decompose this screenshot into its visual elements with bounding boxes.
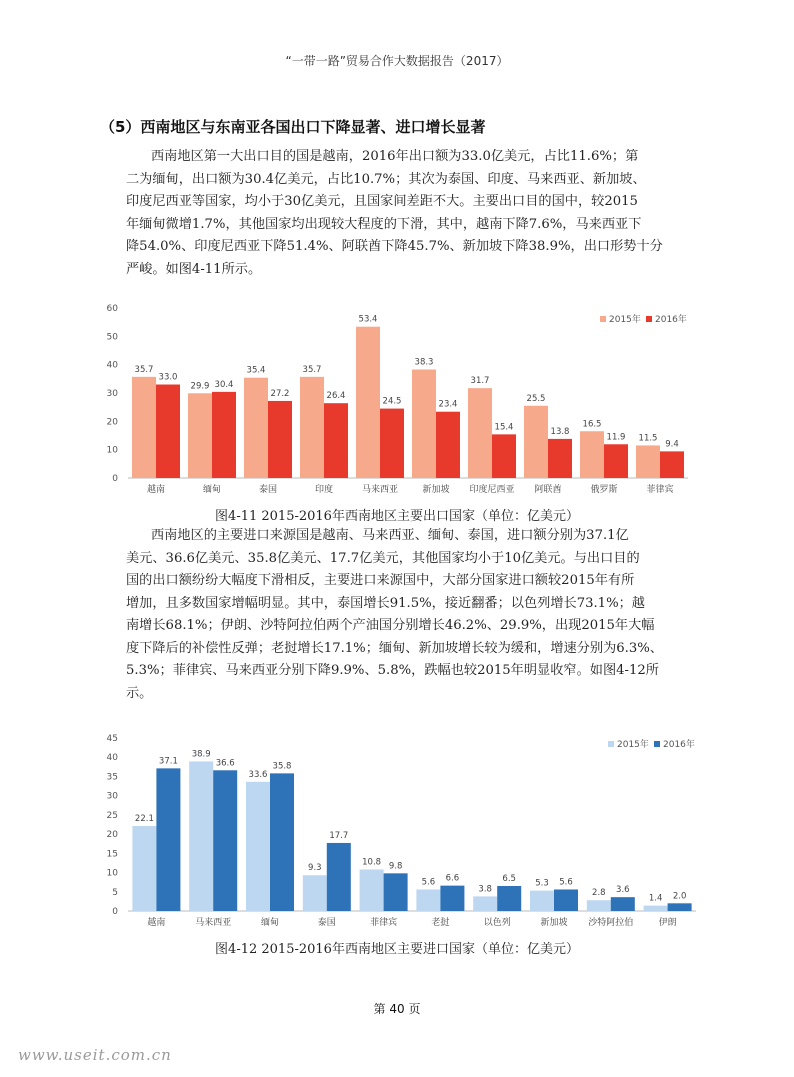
x-tick-label: 印度: [314, 485, 334, 495]
x-tick-label: 越南: [147, 918, 166, 928]
data-label: 37.1: [158, 756, 178, 767]
data-label: 9.8: [388, 861, 403, 872]
y-tick-label: 35: [106, 772, 118, 783]
bar-2015: [356, 327, 380, 478]
data-label: 35.8: [272, 761, 292, 772]
data-label: 9.4: [665, 439, 679, 450]
y-tick-label: 20: [106, 417, 118, 428]
legend-label: 2016年: [655, 315, 687, 325]
data-label: 22.1: [134, 814, 154, 825]
x-tick-label: 沙特阿拉伯: [588, 918, 634, 928]
bar-2015: [644, 906, 668, 911]
bar-2016: [440, 886, 464, 911]
bar-2016: [270, 773, 294, 911]
bar-2015: [303, 875, 327, 911]
x-tick-label: 新加坡: [540, 918, 568, 928]
bar-2015: [189, 761, 213, 911]
data-label: 33.6: [248, 769, 268, 780]
bar-2015: [188, 393, 212, 478]
x-tick-label: 俄罗斯: [590, 485, 618, 495]
data-label: 16.5: [582, 419, 602, 430]
bar-2015: [468, 388, 492, 478]
bar-2015: [530, 891, 554, 911]
paragraph-line: 印度尼西亚等国家，均小于30亿美元，且国家间差距不大。主要出口目的国中，较2015: [126, 194, 638, 209]
data-label: 13.8: [550, 426, 570, 437]
data-label: 9.3: [308, 863, 322, 874]
bar-2016: [548, 439, 572, 478]
bar-2016: [324, 403, 348, 478]
bar-2015: [360, 869, 384, 911]
y-tick-label: 15: [106, 849, 118, 860]
page-number: 第 40 页: [373, 1002, 421, 1016]
data-label: 29.9: [190, 381, 210, 392]
data-label: 38.3: [414, 357, 434, 368]
watermark-text: www.useit.com.cn: [18, 1046, 172, 1064]
x-tick-label: 印度尼西亚: [469, 485, 515, 495]
bar-2016: [492, 434, 516, 478]
paragraph-line: 示。: [126, 685, 153, 701]
paragraph-line: 5.3%；菲律宾、马来西亚分别下降9.9%、5.8%，跌幅也较2015年明显收窄。如图4-12所: [126, 663, 659, 678]
paragraph-line: 严峻。如图4-11所示。: [126, 261, 262, 277]
export-bar-chart: [108, 298, 693, 503]
legend-label: 2015年: [617, 740, 649, 750]
data-label: 10.8: [362, 857, 382, 868]
bar-2016: [660, 451, 684, 478]
bar-2015: [473, 896, 497, 911]
legend-swatch: [600, 316, 606, 322]
bar-2015: [246, 782, 270, 911]
bar-2016: [327, 843, 351, 911]
bar-2016: [384, 873, 408, 911]
data-label: 35.7: [302, 364, 322, 375]
bar-2016: [611, 897, 635, 911]
import-bar-chart: [108, 728, 693, 936]
data-label: 3.6: [616, 885, 630, 896]
paragraph-line: 美元、36.6亿美元、35.8亿美元、17.7亿美元，其他国家均小于10亿美元。与出口目的: [126, 550, 640, 566]
bar-2015: [132, 826, 156, 911]
legend-swatch: [608, 741, 614, 747]
y-tick-label: 45: [106, 734, 118, 744]
x-tick-label: 伊朗: [658, 918, 677, 928]
data-label: 3.8: [478, 884, 492, 895]
bar-2015: [300, 377, 324, 478]
data-label: 53.4: [358, 314, 378, 325]
bar-2016: [156, 385, 180, 479]
bar-2016: [668, 903, 692, 911]
data-label: 2.8: [592, 888, 606, 899]
bar-2015: [244, 378, 268, 478]
x-tick-label: 菲律宾: [370, 918, 398, 928]
paragraph-line: 西南地区的主要进口来源国是越南、马来西亚、缅甸、泰国，进口额分别为37.1亿: [151, 528, 629, 543]
data-label: 5.3: [535, 878, 549, 889]
y-tick-label: 10: [106, 445, 118, 456]
bar-2015: [580, 431, 604, 478]
y-tick-label: 25: [106, 810, 118, 821]
data-label: 6.6: [445, 873, 460, 884]
x-tick-label: 以色列: [483, 918, 511, 928]
paragraph-line: 西南地区第一大出口目的国是越南，2016年出口额为33.0亿美元，占比11.6%；第: [151, 149, 639, 164]
x-tick-label: 泰国: [317, 918, 336, 928]
y-tick-label: 10: [106, 868, 118, 879]
data-label: 30.4: [214, 379, 234, 390]
paragraph-line: 国的出口额纷纷大幅度下滑相反，主要进口来源国中，大部分国家进口额较2015年有所: [126, 573, 635, 588]
x-tick-label: 越南: [146, 485, 166, 495]
bar-2016: [380, 409, 404, 478]
bar-2016: [156, 768, 180, 911]
section-title: （5）西南地区与东南亚各国出口下降显著、进口增长显著: [100, 118, 486, 136]
data-label: 24.5: [382, 396, 402, 407]
y-tick-label: 5: [112, 887, 118, 898]
paragraph-line: 年缅甸微增1.7%，其他国家均出现较大程度的下滑，其中，越南下降7.6%，马来西亚下: [126, 216, 642, 232]
y-tick-label: 0: [112, 474, 118, 484]
data-label: 11.5: [638, 433, 658, 444]
x-tick-label: 新加坡: [422, 485, 450, 495]
data-label: 11.9: [606, 432, 626, 443]
data-label: 35.4: [246, 365, 266, 376]
bar-2016: [212, 392, 236, 478]
data-label: 2.0: [672, 891, 687, 902]
data-label: 31.7: [470, 376, 490, 387]
x-tick-label: 马来西亚: [361, 485, 399, 495]
bar-2015: [587, 900, 611, 911]
y-tick-label: 40: [106, 753, 118, 764]
paragraph-import: [126, 525, 712, 705]
bar-2016: [436, 412, 460, 478]
y-tick-label: 50: [106, 332, 118, 343]
figure-caption-4-12: 图4-12 2015-2016年西南地区主要进口国家（单位：亿美元）: [215, 942, 579, 957]
data-label: 26.4: [326, 391, 346, 402]
data-label: 38.9: [191, 749, 211, 760]
data-label: 6.5: [502, 874, 516, 885]
y-tick-label: 30: [106, 791, 118, 802]
paragraph-line: 增加，且多数国家增幅明显。其中，泰国增长91.5%，接近翻番；以色列增长73.1%；越: [126, 595, 645, 611]
page-header: “一带一路”贸易合作大数据报告（2017）: [285, 54, 509, 68]
data-label: 5.6: [559, 877, 573, 888]
data-label: 33.0: [158, 372, 178, 383]
figure-caption-4-11: 图4-11 2015-2016年西南地区主要出口国家（单位：亿美元）: [215, 509, 579, 524]
y-tick-label: 20: [106, 830, 118, 841]
paragraph-export: [126, 146, 712, 281]
bar-2016: [497, 886, 521, 911]
data-label: 5.6: [421, 877, 436, 888]
bar-2016: [268, 401, 292, 478]
y-tick-label: 0: [112, 907, 118, 917]
export-chart-svg: [108, 298, 693, 503]
paragraph-line: 度下降后的补偿性反弹；老挝增长17.1%；缅甸、新加坡增长较为缓和，增速分别为6.3%、: [126, 640, 663, 656]
legend-label: 2015年: [609, 315, 641, 325]
y-tick-label: 30: [106, 389, 118, 399]
paragraph-line: 南增长68.1%；伊朗、沙特阿拉伯两个产油国分别增长46.2%、29.9%，出现2015年大幅: [126, 618, 655, 633]
paragraph-line: 二为缅甸，出口额为30.4亿美元，占比10.7%；其次为泰国、印度、马来西亚、新加坡、: [126, 171, 646, 187]
data-label: 35.7: [134, 364, 154, 375]
data-label: 25.5: [526, 393, 546, 404]
bar-2015: [132, 377, 156, 478]
bar-2015: [412, 369, 436, 478]
import-chart-svg: [108, 728, 693, 936]
legend-swatch: [646, 316, 652, 322]
data-label: 15.4: [494, 422, 514, 433]
bar-2015: [524, 406, 548, 478]
bar-2016: [213, 770, 237, 911]
x-tick-label: 阿联酋: [534, 485, 562, 495]
x-tick-label: 缅甸: [202, 485, 222, 495]
bar-2016: [554, 889, 578, 911]
data-label: 27.2: [270, 388, 290, 399]
bar-2016: [604, 444, 628, 478]
x-tick-label: 缅甸: [260, 918, 280, 928]
data-label: 1.4: [648, 893, 663, 904]
legend-label: 2016年: [663, 740, 695, 750]
x-tick-label: 马来西亚: [195, 918, 232, 928]
x-tick-label: 泰国: [258, 485, 278, 495]
data-label: 17.7: [329, 830, 349, 841]
data-label: 36.6: [215, 758, 235, 769]
legend-swatch: [654, 741, 660, 747]
paragraph-line: 降54.0%、印度尼西亚下降51.4%、阿联酋下降45.7%、新加坡下降38.9%，出口形势十分: [126, 239, 663, 254]
data-label: 23.4: [438, 399, 458, 410]
bar-2015: [416, 889, 440, 911]
y-tick-label: 40: [106, 360, 118, 371]
x-tick-label: 老挝: [431, 918, 450, 928]
y-tick-label: 60: [106, 304, 118, 314]
x-tick-label: 菲律宾: [646, 485, 674, 495]
bar-2015: [636, 445, 660, 478]
